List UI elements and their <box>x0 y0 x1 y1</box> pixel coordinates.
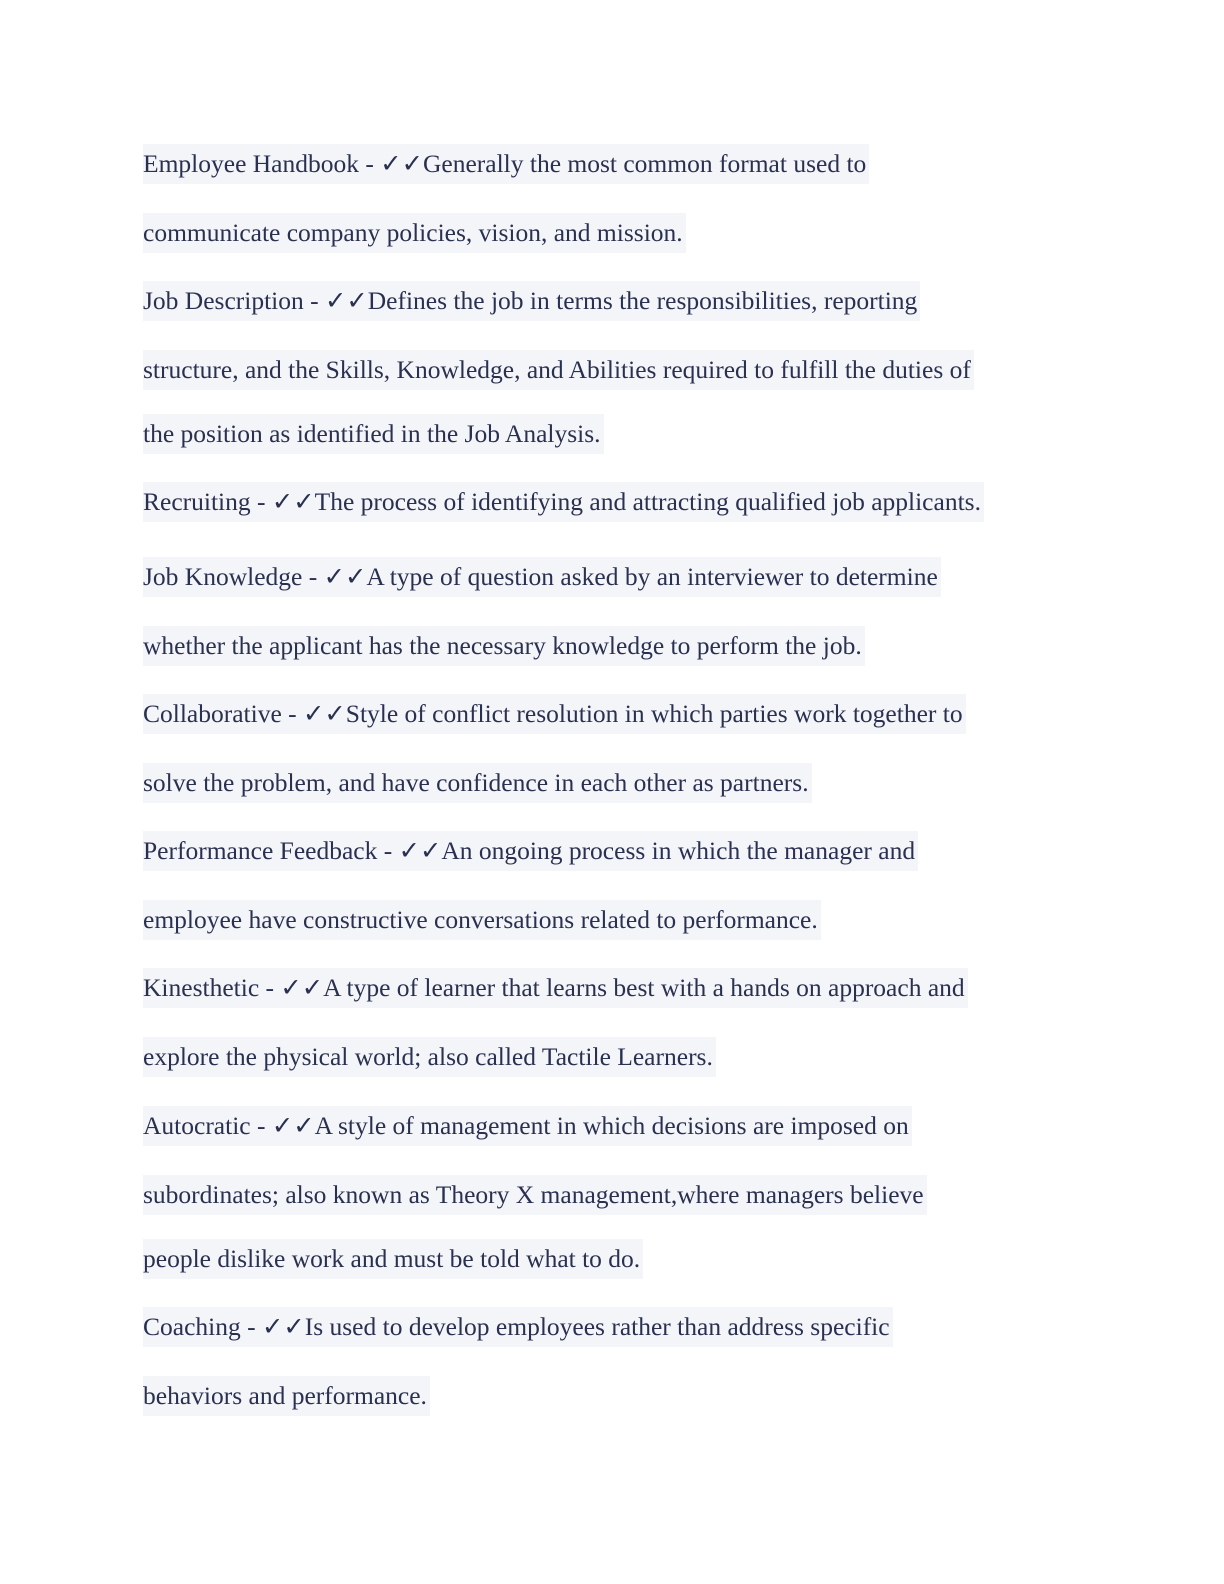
text-line: employee have constructive conversations related to performance. <box>143 900 821 940</box>
text-line: Performance Feedback - ✓✓An ongoing process in which the manager and <box>143 831 918 871</box>
text-line: behaviors and performance. <box>143 1376 430 1416</box>
text-line: Autocratic - ✓✓A style of management in which decisions are imposed on <box>143 1106 912 1146</box>
text-line: Job Description - ✓✓Defines the job in terms the responsibilities, reporting <box>143 281 920 321</box>
text-line: Collaborative - ✓✓Style of conflict resolution in which parties work together to <box>143 694 966 734</box>
text-line: communicate company policies, vision, and mission. <box>143 213 686 253</box>
text-line: Job Knowledge - ✓✓A type of question asked by an interviewer to determine <box>143 557 941 597</box>
text-line: Recruiting - ✓✓The process of identifying and attracting qualified job applicants. <box>143 482 984 522</box>
text-line: whether the applicant has the necessary knowledge to perform the job. <box>143 626 865 666</box>
text-line: Coaching - ✓✓Is used to develop employees rather than address specific <box>143 1307 893 1347</box>
text-line: subordinates; also known as Theory X management,where managers believe <box>143 1175 927 1215</box>
text-line: people dislike work and must be told what to do. <box>143 1239 643 1279</box>
text-line: explore the physical world; also called Tactile Learners. <box>143 1037 716 1077</box>
text-line: Kinesthetic - ✓✓A type of learner that learns best with a hands on approach and <box>143 968 968 1008</box>
text-line: solve the problem, and have confidence in each other as partners. <box>143 763 812 803</box>
text-line: structure, and the Skills, Knowledge, and Abilities required to fulfill the duties of <box>143 350 974 390</box>
text-line: the position as identified in the Job Analysis. <box>143 414 604 454</box>
text-line: Employee Handbook - ✓✓Generally the most common format used to <box>143 144 869 184</box>
